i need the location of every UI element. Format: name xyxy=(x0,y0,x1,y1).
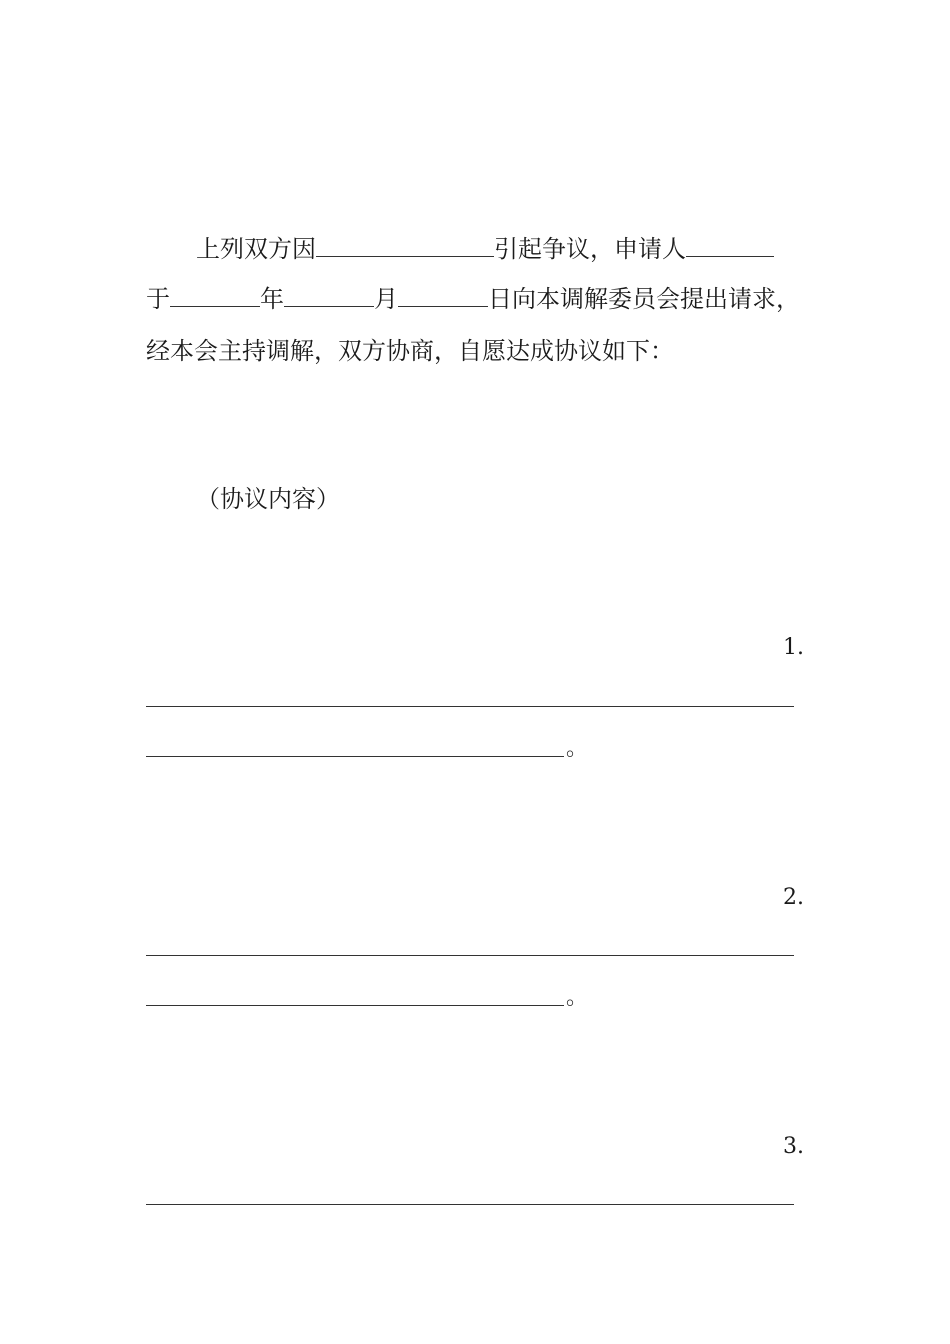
blank-month[interactable] xyxy=(284,284,374,307)
intro-line-1 xyxy=(196,234,860,264)
item-1-number: 1. xyxy=(783,635,804,660)
intro-line-3 xyxy=(146,336,810,366)
intro-text-request: 日向本调解委员会提出请求， xyxy=(488,285,800,313)
item-2-line-1[interactable] xyxy=(146,955,794,956)
item-2-line-2[interactable] xyxy=(146,1005,564,1006)
intro-line-2 xyxy=(146,284,810,314)
item-1-line-1[interactable] xyxy=(146,706,794,707)
intro-text-applicant: 引起争议，申请人 xyxy=(494,235,686,263)
item-1-end-mark: 。 xyxy=(566,736,589,761)
intro-text-year: 年 xyxy=(260,285,284,313)
item-1-line-2[interactable] xyxy=(146,756,564,757)
item-2-end-mark: 。 xyxy=(566,985,589,1010)
blank-year[interactable] xyxy=(170,284,260,307)
intro-text-month: 月 xyxy=(374,285,398,313)
intro-text-on: 于 xyxy=(146,285,170,313)
agreement-heading: （协议内容） xyxy=(196,485,340,513)
item-3-number: 3. xyxy=(783,1134,804,1159)
blank-day[interactable] xyxy=(398,284,488,307)
blank-dispute-reason[interactable] xyxy=(316,234,494,257)
item-2-number: 2. xyxy=(783,885,804,910)
blank-applicant-name[interactable] xyxy=(686,234,774,257)
intro-text-dispute-cause: 上列双方因 xyxy=(196,235,316,263)
intro-text-agreement: 经本会主持调解，双方协商，自愿达成协议如下： xyxy=(146,337,674,365)
item-3-line-1[interactable] xyxy=(146,1204,794,1205)
